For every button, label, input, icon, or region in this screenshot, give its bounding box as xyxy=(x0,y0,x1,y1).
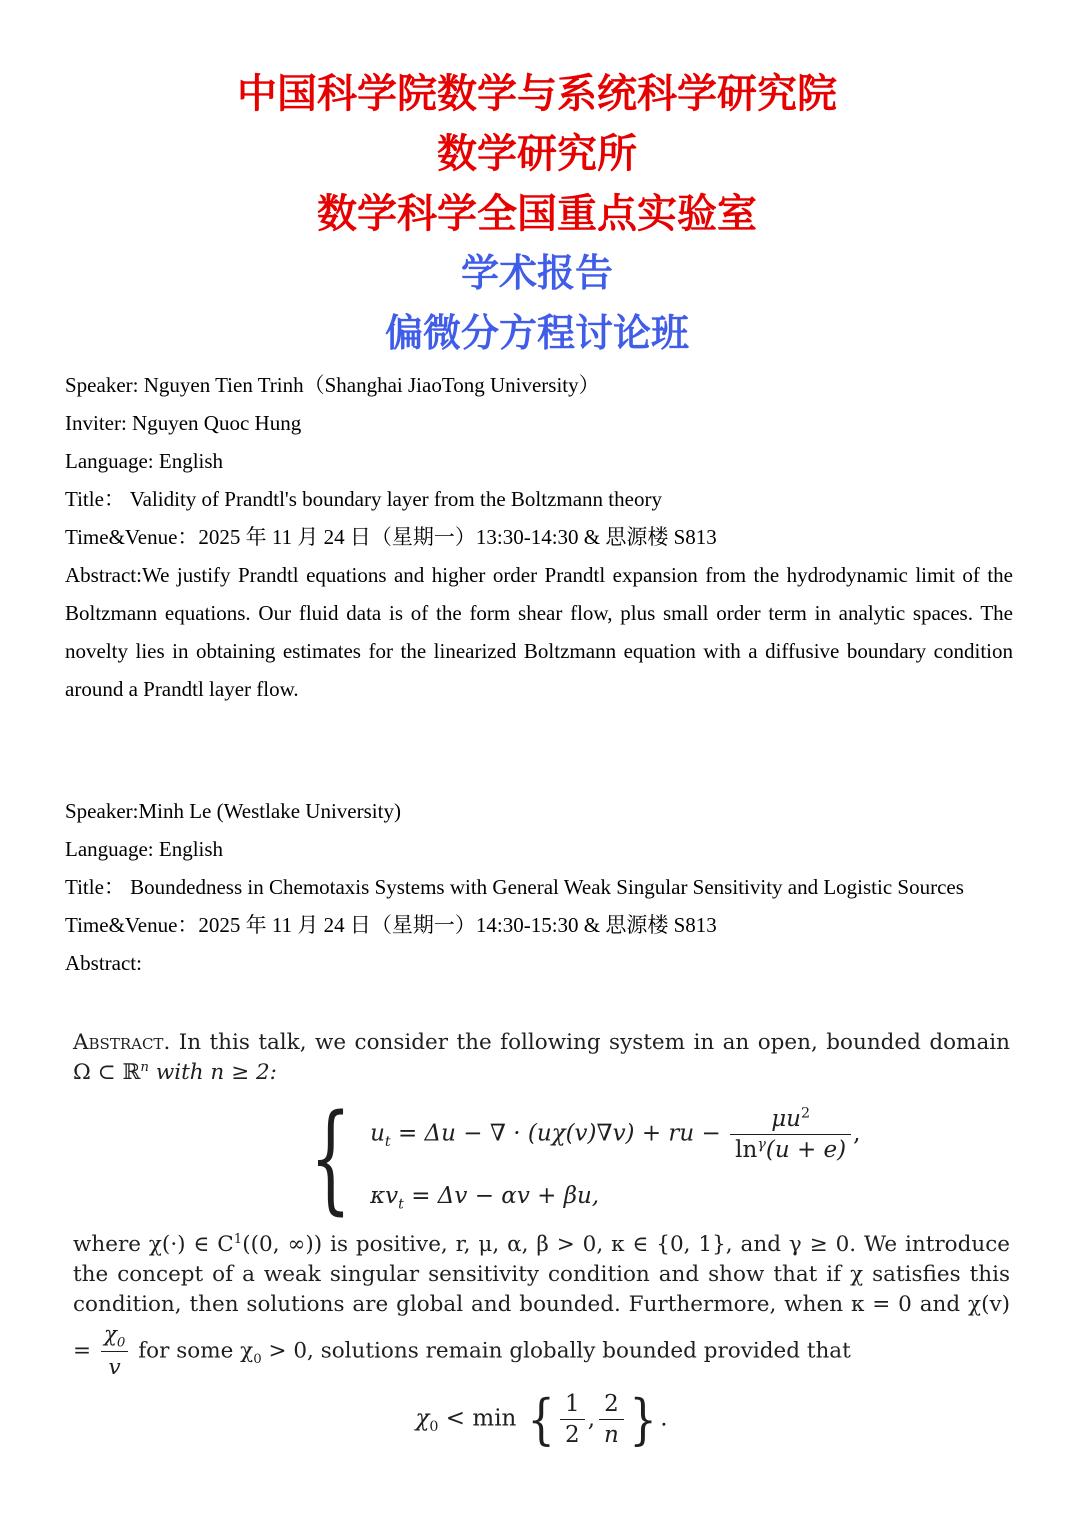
talk2-time-venue-line: Time&Venue：2025 年 11 月 24 日（星期一）14:30-15:30 & 思源楼 S813 xyxy=(65,913,717,937)
eq1-body: = Δu − ∇ · (uχ(v)∇v) + ru − xyxy=(390,1120,729,1146)
eq2-variable: κv xyxy=(370,1182,399,1209)
talk-1-section xyxy=(65,366,1013,708)
latex-body-paragraph xyxy=(73,1230,1010,1383)
final-less-than-min: < min xyxy=(438,1405,524,1432)
eq1-den-argument: (u + e) xyxy=(765,1136,847,1163)
academy-title: 中国科学院数学与系统科学研究院 xyxy=(237,71,837,116)
talk2-abstract-label: Abstract: xyxy=(65,951,142,975)
chi-zero-subscript: 0 xyxy=(116,1335,126,1351)
eq1-num-base: μu xyxy=(771,1105,801,1132)
system-left-brace: { xyxy=(309,1088,352,1226)
equations-column xyxy=(370,1104,861,1213)
laboratory-title: 数学科学全国重点实验室 xyxy=(317,191,757,236)
talk1-abstract-paragraph: Abstract:We justify Prandtl equations and higher order Prandtl expansion from the hydrodynamic limit of the Boltzmann equations. Our fluid data is of the form shear flow, plus small order term in analytic spaces. The novelty lies in obtaining estimates for the linearized Boltzmann equation with a diffusive boundary condition around a Prandtl layer flow. xyxy=(65,563,1013,701)
talk2-latex-abstract xyxy=(73,1028,1011,1451)
talk1-time-venue-line: Time&Venue：2025 年 11 月 24 日（星期一）13:30-14:30 & 思源楼 S813 xyxy=(65,525,717,549)
eq1-comma: , xyxy=(853,1120,861,1146)
body-text-b: ((0, ∞)) is positive, r, μ, α, β > 0, κ ∈ {0, 1}, and γ ≥ 0. We introduce the concept of a weak singular sensitivity condition and show that if χ satisfies this condition, then solutions are global and bounded. Furthermore, when κ = 0 and χ(v) = xyxy=(73,1232,1011,1364)
body-text-a: where χ(·) ∈ C xyxy=(73,1232,234,1257)
body-text-d: > 0, solutions remain globally bounded provided that xyxy=(261,1338,851,1364)
eq1-fraction-numerator xyxy=(730,1106,851,1134)
reals-exponent: n xyxy=(140,1059,149,1075)
v-denominator: v xyxy=(101,1351,129,1383)
talk2-language-line: Language: English xyxy=(65,837,224,861)
chi-zero-subscript-2: 0 xyxy=(253,1351,262,1367)
chi0-numerator xyxy=(101,1320,129,1351)
talk2-title-line: Title： Boundedness in Chemotaxis Systems with General Weak Singular Sensitivity and Logistic Sources xyxy=(65,875,964,899)
talk1-title-line: Title： Validity of Prandtl's boundary layer from the Boltzmann theory xyxy=(65,487,662,511)
talk1-speaker-line: Speaker: Nguyen Tien Trinh（Shanghai JiaoTong University） xyxy=(65,373,600,397)
two-over-n-numerator: 2 xyxy=(604,1391,619,1417)
final-chi-subscript: 0 xyxy=(429,1419,439,1436)
eq1-num-exponent: 2 xyxy=(800,1104,811,1121)
talk-2-section xyxy=(65,792,1013,982)
intro-text: . In this talk, we consider the following system in an open, bounded domain Ω ⊂ ℝ xyxy=(73,1030,1010,1085)
two-over-n-fraction xyxy=(599,1391,624,1448)
equation-v xyxy=(370,1182,860,1213)
eq1-subscript: t xyxy=(384,1133,391,1150)
body-text-c: for some χ xyxy=(131,1338,254,1364)
seminar-label: 学术报告 xyxy=(460,253,613,295)
intro-tail: with n ≥ 2: xyxy=(148,1060,277,1085)
c1-exponent: 1 xyxy=(233,1231,243,1247)
final-chi: χ xyxy=(415,1405,430,1432)
talk2-speaker-line: Speaker:Minh Le (Westlake University) xyxy=(65,799,401,823)
eq1-fraction-denominator xyxy=(730,1134,851,1163)
final-comma: , xyxy=(587,1405,595,1432)
talk1-language-line: Language: English xyxy=(65,449,224,473)
chi0-over-v-fraction xyxy=(101,1320,129,1383)
institute-title: 数学研究所 xyxy=(437,131,637,176)
eq1-fraction xyxy=(730,1106,851,1163)
final-inequality: $\chi_0 < \min$ { $\frac{1}{2}$ , $\frac{2}{n}$ } . xyxy=(415,1387,668,1451)
equation-u xyxy=(370,1106,860,1163)
pde-system xyxy=(293,1088,1010,1226)
two-over-n-denominator: n xyxy=(599,1419,624,1448)
chi-symbol: χ xyxy=(103,1322,117,1347)
eq2-body: = Δv − αv + βu, xyxy=(403,1182,600,1209)
header xyxy=(0,0,1074,364)
final-period: . xyxy=(660,1405,668,1432)
latex-intro-paragraph xyxy=(73,1028,1010,1088)
abstract-smallcaps-label: Abstract xyxy=(73,1030,164,1055)
talk1-inviter-line: Inviter: Nguyen Quoc Hung xyxy=(65,411,302,435)
eq2-subscript: t xyxy=(398,1196,404,1213)
one-half-numerator: 1 xyxy=(565,1391,580,1417)
one-half-fraction xyxy=(560,1391,585,1448)
seminar-series-title: 偏微分方程讨论班 xyxy=(384,313,689,355)
eq1-variable: u xyxy=(370,1120,385,1146)
one-half-denominator: 2 xyxy=(560,1419,585,1448)
eq1-den-exponent: γ xyxy=(757,1135,766,1152)
eq1-den-ln: ln xyxy=(735,1136,758,1163)
